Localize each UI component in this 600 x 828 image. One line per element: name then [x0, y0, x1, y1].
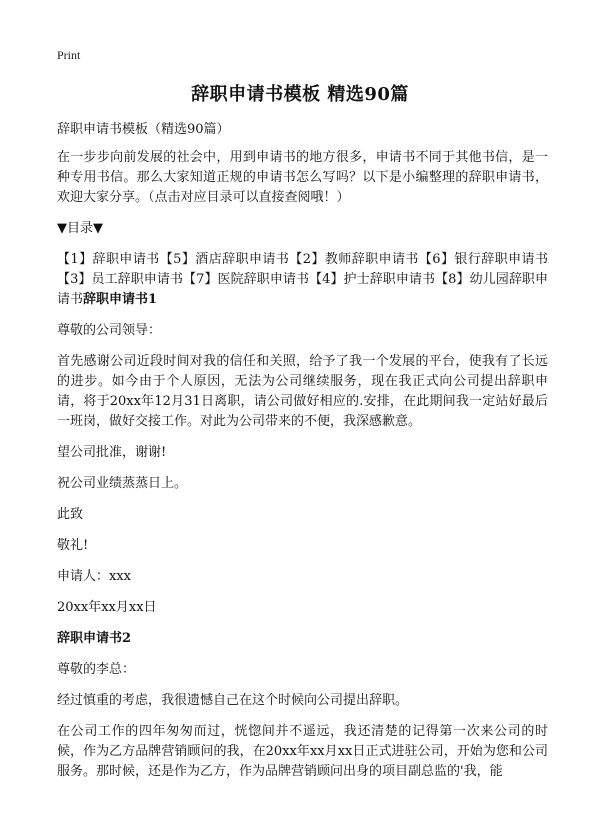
toc-link-7[interactable]: 【7】医院辞职申请书	[183, 272, 310, 287]
print-label[interactable]: Print	[57, 48, 81, 62]
section-1-date: 20xx年xx月xx日	[57, 600, 157, 615]
toc-heading: ▼目录▼	[57, 221, 103, 236]
toc-link-8[interactable]: 【8】幼儿园辞职申请书	[57, 272, 548, 307]
section-2-paragraph-2: 在公司工作的四年匆匆而过，恍惚间并不遥远，我还清楚的记得第一次来公司的时候，作为乙方品牌营销顾问的我，在20xx年xx月xx日正式进驻公司，开始为您和公司服务。那时候，还是作为乙方，作为品牌营销顾问出身的项目副总监的'我，能	[57, 724, 548, 779]
toc-link-6[interactable]: 【6】银行辞职申请书	[418, 252, 548, 267]
table-of-contents	[57, 250, 548, 310]
toc-link-5[interactable]: 【5】酒店辞职申请书	[159, 252, 290, 267]
section-2-greeting: 尊敬的李总：	[57, 662, 136, 677]
section-1-paragraph-1: 首先感谢公司近段时间对我的信任和关照，给予了我一个发展的平台，使我有了长远的进步。如今由于个人原因，无法为公司继续服务，现在我正式向公司提出辞职申请，将于20xx年12月31日离职，请公司做好相应的.安排，在此期间我一定站好最后一班岗，做好交接工作。对此为公司带来的不便，我深感歉意。	[57, 354, 548, 429]
section-2-title: 辞职申请书2	[57, 631, 132, 646]
toc-link-1[interactable]: 【1】辞职申请书	[57, 252, 160, 267]
toc-link-4[interactable]: 【4】护士辞职申请书	[309, 272, 436, 287]
section-1-paragraph-3: 祝公司业绩蒸蒸日上。	[57, 476, 188, 491]
section-2-paragraph-1: 经过慎重的考虑，我很遗憾自己在这个时候向公司提出辞职。	[57, 693, 409, 708]
toc-link-3[interactable]: 【3】员工辞职申请书	[57, 272, 184, 287]
intro-paragraph: 在一步步向前发展的社会中，用到申请书的地方很多，申请书不同于其他书信，是一种专用书信。那么大家知道正规的申请书怎么写吗？以下是小编整理的辞职申请书，欢迎大家分享。（点击对应目录可以直接查阅哦！）	[57, 150, 548, 205]
section-1-title: 辞职申请书1	[83, 292, 158, 307]
document-body	[57, 120, 548, 793]
document-subtitle: 辞职申请书模板（精选90篇）	[57, 122, 230, 137]
toc-link-2[interactable]: 【2】教师辞职申请书	[289, 252, 419, 267]
section-1-closing-1: 此致	[57, 507, 84, 522]
section-1-paragraph-2: 望公司批准，谢谢!	[57, 445, 167, 460]
section-1-applicant: 申请人：xxx	[57, 569, 131, 584]
section-1-greeting: 尊敬的公司领导：	[57, 323, 162, 338]
section-1-closing-2: 敬礼!	[57, 538, 89, 553]
document-title: 辞职申请书模板 精选90篇	[191, 84, 409, 105]
